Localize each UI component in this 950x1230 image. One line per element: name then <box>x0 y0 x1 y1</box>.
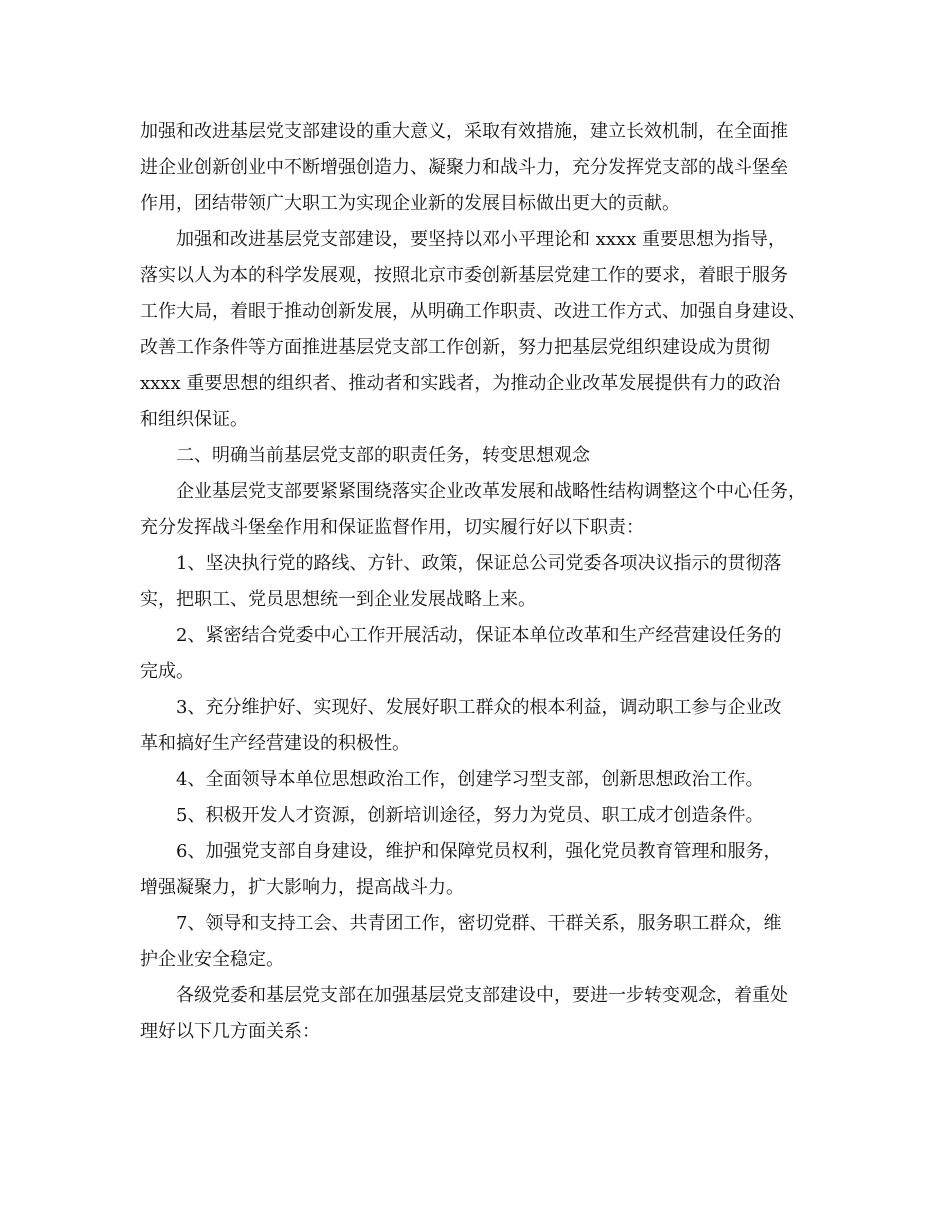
text-line: 工作大局，着眼于推动创新发展，从明确工作职责、改进工作方式、加强自身建设、 <box>140 301 806 322</box>
text-line: 理好以下几方面关系： <box>140 1021 320 1042</box>
text-line: 实，把职工、党员思想统一到企业发展战略上来。 <box>140 589 536 610</box>
text-line: xxxx 重要思想的组织者、推动者和实践者，为推动企业改革发展提供有力的政治 <box>140 373 781 394</box>
text-line: 7、领导和支持工会、共青团工作，密切党群、干群关系，服务职工群众，维 <box>176 913 782 934</box>
text-line: 作用，团结带领广大职工为实现企业新的发展目标做出更大的贡献。 <box>140 193 680 214</box>
text-line: 革和搞好生产经营建设的积极性。 <box>140 733 410 754</box>
text-line: 6、加强党支部自身建设，维护和保障党员权利，强化党员教育管理和服务， <box>176 841 782 862</box>
text-line: 落实以人为本的科学发展观，按照北京市委创新基层党建工作的要求，着眼于服务 <box>140 265 788 286</box>
text-line: 5、积极开发人才资源，创新培训途径，努力为党员、职工成才创造条件。 <box>176 805 764 826</box>
text-line: 二、明确当前基层党支部的职责任务，转变思想观念 <box>176 445 590 466</box>
text-line: 改善工作条件等方面推进基层党支部工作创新，努力把基层党组织建设成为贯彻 <box>140 337 770 358</box>
text-line: 完成。 <box>140 661 194 682</box>
text-line: 1、坚决执行党的路线、方针、政策，保证总公司党委各项决议指示的贯彻落 <box>176 553 782 574</box>
text-line: 企业基层党支部要紧紧围绕落实企业改革发展和战略性结构调整这个中心任务， <box>176 481 806 502</box>
text-line: 4、全面领导本单位思想政治工作，创建学习型支部，创新思想政治工作。 <box>176 769 764 790</box>
text-line: 和组织保证。 <box>140 409 248 430</box>
text-line: 3、充分维护好、实现好、发展好职工群众的根本利益，调动职工参与企业改 <box>176 697 782 718</box>
text-line: 加强和改进基层党支部建设的重大意义，采取有效措施，建立长效机制，在全面推 <box>140 121 788 142</box>
text-line: 加强和改进基层党支部建设，要坚持以邓小平理论和 xxxx 重要思想为指导， <box>176 229 787 250</box>
text-line: 2、紧密结合党委中心工作开展活动，保证本单位改革和生产经营建设任务的 <box>176 625 782 646</box>
text-line: 进企业创新创业中不断增强创造力、凝聚力和战斗力，充分发挥党支部的战斗堡垒 <box>140 157 788 178</box>
text-line: 增强凝聚力，扩大影响力，提高战斗力。 <box>140 877 464 898</box>
text-line: 各级党委和基层党支部在加强基层党支部建设中，要进一步转变观念，着重处 <box>176 985 788 1006</box>
text-line: 护企业安全稳定。 <box>140 949 284 970</box>
text-line: 充分发挥战斗堡垒作用和保证监督作用，切实履行好以下职责： <box>140 517 644 538</box>
document-body <box>140 114 830 1050</box>
